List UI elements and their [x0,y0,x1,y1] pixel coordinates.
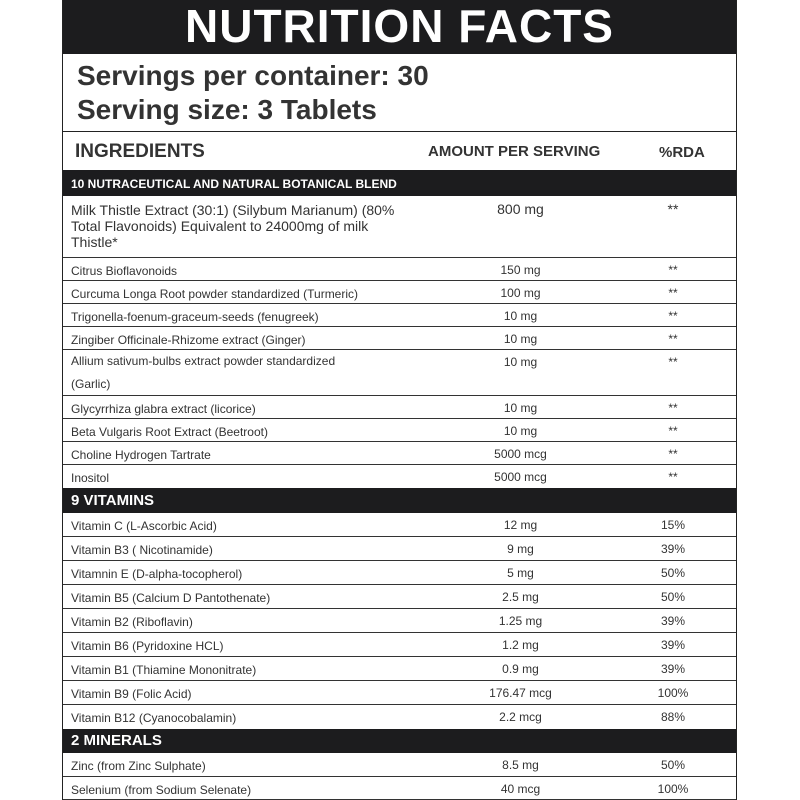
ingredient-rda: 50% [660,758,686,772]
ingredient-name: Inositol [71,471,110,485]
ingredient-amount: 5000 mcg [494,447,547,461]
column-header-ingredients: INGREDIENTS [75,141,205,162]
ingredient-rda: 39% [660,638,686,652]
ingredient-amount: 176.47 mcg [489,686,552,700]
table-row [63,705,736,729]
table-row [63,350,736,396]
ingredient-name: Vitamin C (L-Ascorbic Acid) [71,519,217,533]
ingredient-rda: 39% [660,662,686,676]
column-header-amount: AMOUNT PER SERVING [428,143,601,160]
ingredient-amount: 10 mg [503,332,538,346]
table-row [63,753,736,777]
ingredient-amount: 5 mg [507,566,534,580]
ingredient-rda: 39% [660,614,686,628]
table-row [63,465,736,488]
section-header-minerals [63,729,736,753]
ingredient-amount: 10 mg [503,355,538,369]
ingredient-name: Glycyrrhiza glabra extract (licorice) [71,402,256,416]
ingredient-amount: 12 mg [503,518,538,532]
ingredient-rda: ** [667,201,679,217]
table-row [63,442,736,465]
ingredient-amount: 10 mg [503,401,538,415]
ingredient-name: Selenium (from Sodium Selenate) [71,783,252,797]
table-row [63,609,736,633]
ingredient-amount: 1.25 mg [498,614,543,628]
ingredient-name: Vitamin B12 (Cyanocobalamin) [71,711,237,725]
ingredient-rda: ** [668,355,678,369]
ingredient-amount: 10 mg [503,309,538,323]
ingredient-rda: 39% [660,542,686,556]
ingredient-name: Allium sativum-bulbs extract powder standardized (Garlic) [71,354,336,391]
table-row [63,585,736,609]
ingredient-amount: 9 mg [507,542,534,556]
ingredient-name: Zingiber Officinale-Rhizome extract (Ginger) [71,333,306,347]
ingredient-rda: ** [668,263,678,277]
table-row [63,327,736,350]
ingredient-rda: 88% [660,710,686,724]
page-title: NUTRITION FACTS [63,0,736,54]
ingredient-name: Citrus Bioflavonoids [71,264,178,278]
ingredient-rda: ** [668,286,678,300]
ingredient-amount: 2.2 mcg [499,710,542,724]
ingredient-rda: 50% [660,590,686,604]
ingredient-amount: 150 mg [500,263,541,277]
ingredient-rda: ** [668,424,678,438]
ingredient-amount: 1.2 mg [502,638,539,652]
ingredient-name: Curcuma Longa Root powder standardized (Turmeric) [71,287,359,301]
ingredient-rda: ** [668,309,678,323]
table-row [63,513,736,537]
section-header-vitamins [63,488,736,513]
section-header-blend [63,170,736,196]
table-row [63,304,736,327]
table-row [63,657,736,681]
ingredient-rda: ** [668,470,678,484]
ingredient-name: Zinc (from Zinc Sulphate) [71,759,206,773]
ingredient-name: Vitamnin E (D-alpha-tocopherol) [71,567,243,581]
table-row [63,561,736,585]
ingredient-amount: 100 mg [500,286,541,300]
serving-size: Serving size: 3 Tablets [77,94,377,125]
ingredient-name: Beta Vulgaris Root Extract (Beetroot) [71,425,268,439]
ingredient-amount: 40 mcg [500,782,541,796]
ingredient-rda: ** [668,332,678,346]
ingredient-name: Vitamin B1 (Thiamine Mononitrate) [71,663,257,677]
ingredient-amount: 0.9 mg [502,662,539,676]
nutrition-facts-panel [62,0,737,800]
ingredient-rda: 100% [657,686,689,700]
ingredient-rda: 50% [660,566,686,580]
divider [63,131,736,132]
ingredient-amount: 5000 mcg [494,470,547,484]
section-title: 2 MINERALS [71,732,162,749]
table-row [63,281,736,304]
ingredient-rda: 100% [657,782,689,796]
ingredient-amount: 2.5 mg [502,590,539,604]
table-row [63,537,736,561]
ingredient-name: Vitamin B2 (Riboflavin) [71,615,193,629]
ingredient-amount: 800 mg [497,201,544,217]
ingredient-name: Choline Hydrogen Tartrate [71,448,211,462]
column-header-rda: %RDA [659,144,705,161]
ingredient-name: Vitamin B6 (Pyridoxine HCL) [71,639,224,653]
section-title: 9 VITAMINS [71,492,155,509]
ingredient-amount: 10 mg [503,424,538,438]
table-row [63,196,736,258]
ingredient-name: Vitamin B9 (Folic Acid) [71,687,192,701]
section-title: 10 NUTRACEUTICAL AND NATURAL BOTANICAL BLEND [71,177,397,191]
table-row [63,777,736,800]
table-row [63,681,736,705]
table-row [63,396,736,419]
ingredient-rda: ** [668,447,678,461]
ingredient-name: Milk Thistle Extract (30:1) (Silybum Marianum) (80% Total Flavonoids) Equivalent to 24000mg of milk Thistle* [71,202,395,250]
ingredient-rda: 15% [660,518,686,532]
ingredient-name: Vitamin B5 (Calcium D Pantothenate) [71,591,271,605]
ingredient-name: Vitamin B3 ( Nicotinamide) [71,543,213,557]
ingredient-name: Trigonella-foenum-graceum-seeds (fenugreek) [71,310,319,324]
ingredient-amount: 8.5 mg [502,758,539,772]
ingredient-rda: ** [668,401,678,415]
table-row [63,258,736,281]
table-row [63,419,736,442]
servings-per-container: Servings per container: 30 [77,60,429,91]
table-row [63,633,736,657]
